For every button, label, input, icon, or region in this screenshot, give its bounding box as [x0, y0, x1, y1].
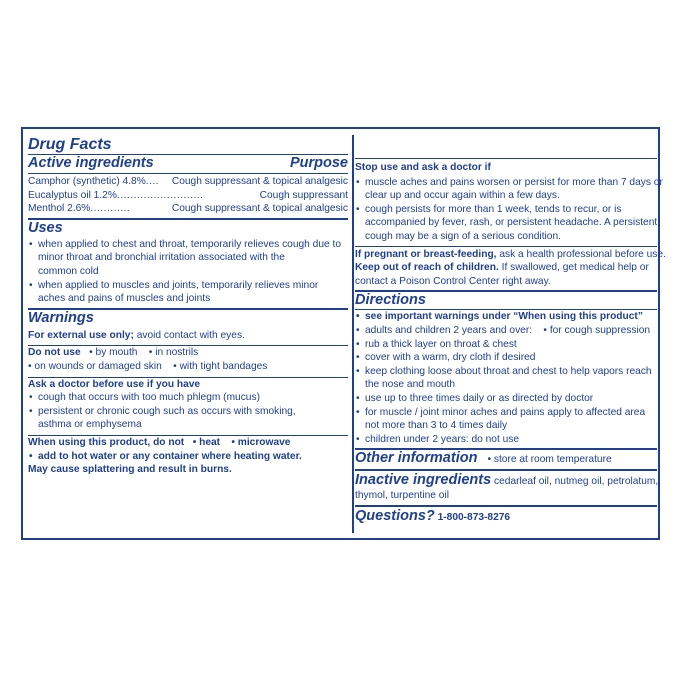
external-use-warning: For external use only; avoid contact with eyes.	[28, 329, 245, 341]
keep-out-line1: Keep out of reach of children. If swallowed, get medical help or	[355, 262, 649, 274]
uses-section	[28, 218, 348, 308]
ingredient-name: Camphor (synthetic) 4.8%	[28, 176, 146, 187]
active-ingredients-list	[28, 174, 348, 218]
directions-first: • see important warnings under “When using this product”	[355, 310, 657, 324]
purpose-heading: Purpose	[289, 155, 348, 171]
when-using-line1: When using this product, do not • heat • microwave	[28, 436, 348, 450]
stop-use-list	[355, 175, 663, 246]
directions-item-line: • rub a thick layer on throat & chest	[355, 338, 657, 352]
directions-item-line: • use up to three times daily or as directed by doctor	[355, 392, 657, 406]
stop-use-item-line: clear up and occur again within a few days.	[365, 190, 560, 202]
uses-heading: Uses	[28, 219, 63, 236]
uses-item-line: • when applied to muscles and joints, temporarily relieves minor	[28, 279, 348, 293]
ingredient-purpose: Cough suppressant & topical analgesic	[171, 203, 348, 215]
leader-dots: ..........................	[116, 189, 204, 201]
ask-doctor-block	[28, 377, 348, 432]
active-ingredients-heading: Active ingredients	[28, 155, 154, 171]
ask-doctor-item-line: • cough that occurs with too much phlegm (mucus)	[28, 391, 348, 405]
uses-item-line: • when applied to chest and throat, temporarily relieves cough due to	[28, 238, 348, 252]
drug-facts-title: Drug Facts	[28, 136, 112, 153]
directions-item-line: • for muscle / joint minor aches and pains apply to affected area	[355, 406, 657, 420]
stop-use-heading: Stop use and ask a doctor if	[355, 162, 491, 173]
do-not-use-block	[28, 345, 348, 373]
when-using-line3: May cause splattering and result in burns.	[28, 464, 232, 476]
directions-adults: • adults and children 2 years and over: • for cough suppression	[355, 324, 657, 338]
warnings-section	[28, 308, 348, 477]
active-ingredient-row	[28, 175, 348, 189]
left-column	[28, 135, 348, 533]
active-ingredients-section	[28, 154, 348, 218]
active-ingredient-row	[28, 202, 348, 216]
right-column	[355, 135, 666, 533]
uses-item-line: aches and pains of muscles and joints	[38, 293, 211, 305]
other-info-section	[355, 448, 657, 467]
leader-dots: ....	[145, 176, 160, 187]
stop-use-item-line: accompanied by fever, rash, or persistent headache. A persistent	[365, 217, 658, 229]
drug-facts-label	[21, 127, 666, 540]
inactive-section	[355, 469, 657, 503]
do-not-use-line1: Do not use • by mouth • in nostrils	[28, 346, 348, 360]
when-using-line2: • add to hot water or any container where heating water.	[28, 450, 348, 464]
stop-use-section	[355, 158, 663, 246]
questions-heading: Questions?	[355, 507, 435, 524]
ask-doctor-label: Ask a doctor before use if you have	[28, 378, 201, 390]
inactive-heading: Inactive ingredients	[355, 472, 492, 489]
when-using-block	[28, 435, 348, 477]
ask-doctor-item-line: asthma or emphysema	[38, 419, 142, 431]
directions-item-line: • keep clothing loose about throat and chest to help vapors reach	[355, 365, 657, 379]
stop-use-item-line: • muscle aches and pains worsen or persist for more than 7 days or	[355, 176, 657, 190]
questions-section	[355, 505, 657, 525]
ask-doctor-list	[28, 391, 348, 432]
uses-item-line: minor throat and bronchial irritation associated with the	[38, 252, 285, 264]
uses-item-line: common cold	[38, 265, 99, 277]
inactive-text2: thymol, turpentine oil	[355, 490, 450, 502]
ingredient-purpose: Cough suppressant & topical analgesic	[171, 176, 348, 187]
directions-item-line: • children under 2 years: do not use	[355, 433, 657, 447]
keep-out-line2: contact a Poison Control Center right away.	[355, 275, 551, 287]
other-info-heading: Other information	[355, 450, 478, 467]
stop-use-item-line: • cough persists for more than 1 week, tends to recur, or is	[355, 203, 657, 217]
inactive-text1: cedarleaf oil, nutmeg oil, petrolatum,	[491, 476, 659, 488]
pregnant-section	[355, 246, 666, 289]
directions-list	[355, 338, 657, 447]
ingredient-name: Menthol 2.6%	[28, 203, 91, 215]
directions-item-line: not more than 3 to 4 times daily	[365, 420, 508, 432]
other-info-item: • store at room temperature	[487, 453, 611, 467]
column-divider	[352, 135, 354, 533]
questions-phone: 1-800-873-8276	[434, 511, 511, 523]
directions-heading: Directions	[355, 292, 426, 309]
warnings-heading: Warnings	[28, 309, 94, 326]
do-not-use-line2: • on wounds or damaged skin • with tight bandages	[28, 360, 348, 374]
uses-list	[28, 237, 348, 308]
ask-doctor-item-line: • persistent or chronic cough such as occurs with smoking,	[28, 405, 348, 419]
ingredient-name: Eucalyptus oil 1.2%	[28, 189, 117, 201]
directions-item-line: • cover with a warm, dry cloth if desired	[355, 351, 657, 365]
directions-item-line: the nose and mouth	[365, 379, 456, 391]
stop-use-item-line: cough may be a sign of a serious condition.	[365, 230, 561, 242]
ingredient-purpose: Cough suppressant	[259, 189, 348, 201]
pregnant-line: If pregnant or breast-feeding, ask a health professional before use.	[355, 248, 666, 260]
active-ingredient-row	[28, 189, 348, 203]
directions-section	[355, 290, 657, 446]
leader-dots: ............	[90, 203, 131, 215]
